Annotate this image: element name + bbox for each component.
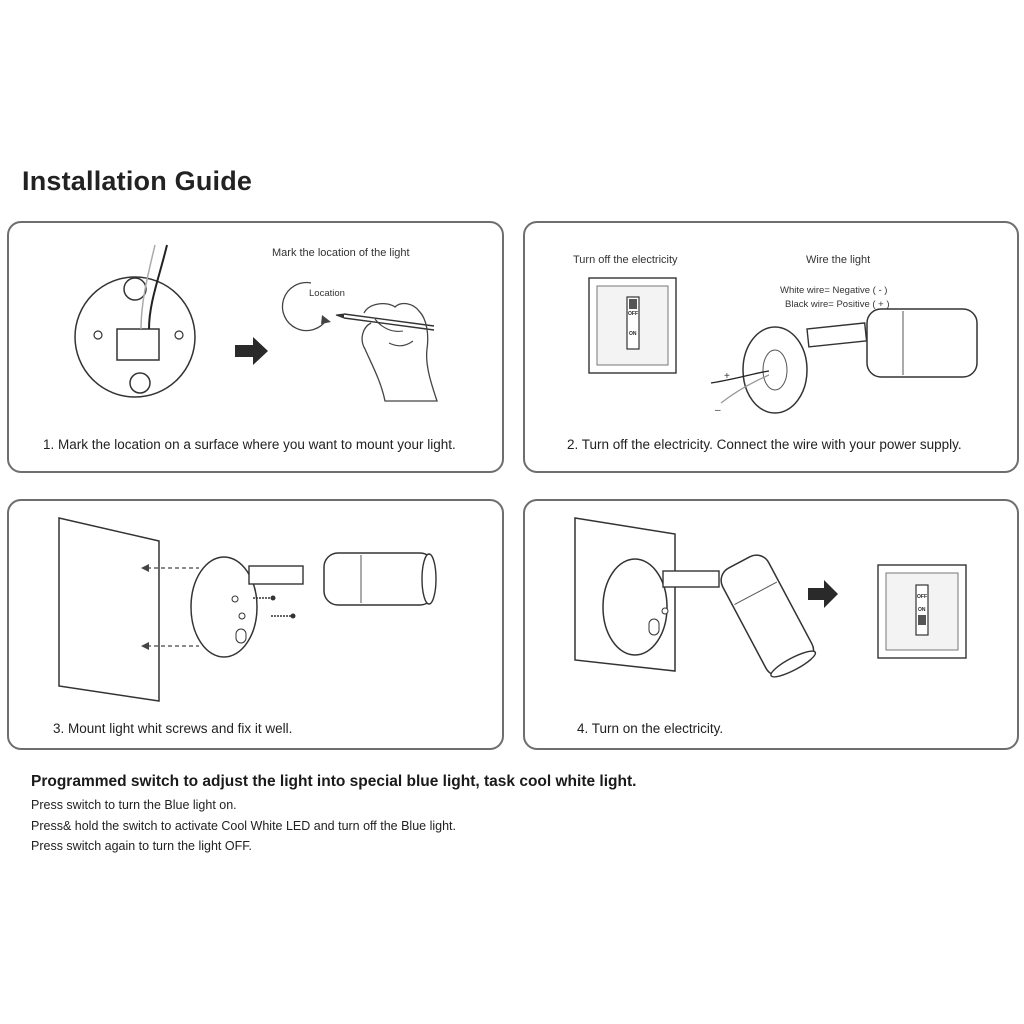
black-wire-note: Black wire= Positive ( + ) <box>785 299 890 310</box>
light-base <box>603 559 667 655</box>
arrow-right-icon <box>235 337 268 365</box>
wall-surface <box>59 518 159 701</box>
white-wire-note: White wire= Negative ( - ) <box>780 285 888 296</box>
step-4-panel <box>523 499 1019 750</box>
step-4-illustration <box>525 501 1021 752</box>
light-base <box>191 557 257 657</box>
plate-screw-hole-left <box>94 331 102 339</box>
plate-top-hole <box>124 278 146 300</box>
step-2-wire-label: Wire the light <box>806 254 871 266</box>
program-line-1: Press switch to turn the Blue light on. <box>31 798 237 812</box>
fixture-lamp-head <box>867 309 977 377</box>
switch-off-label: OFF <box>628 311 638 317</box>
fixture-arm <box>807 323 867 347</box>
step-2-off-label: Turn off the electricity <box>573 254 678 266</box>
program-heading: Programmed switch to adjust the light into special blue light, task cool white light. <box>31 773 637 790</box>
minus-sign: – <box>715 405 721 416</box>
program-line-3: Press switch again to turn the light OFF. <box>31 839 252 853</box>
switch-off-label: OFF <box>917 594 927 600</box>
page-title: Installation Guide <box>22 166 253 196</box>
program-line-2: Press& hold the switch to activate Cool White LED and turn off the Blue light. <box>31 819 456 833</box>
arrow-right-icon <box>808 580 838 608</box>
switch-on-label: ON <box>629 331 637 337</box>
step-4-caption: 4. Turn on the electricity. <box>577 721 724 736</box>
step-3-panel <box>7 499 504 750</box>
step-1-panel <box>7 221 504 473</box>
step-3-illustration <box>9 501 506 752</box>
light-arm <box>249 566 303 584</box>
plate-screw-hole-right <box>175 331 183 339</box>
step-1-location-label: Location <box>309 288 345 299</box>
step-2-caption: 2. Turn off the electricity. Connect the wire with your power supply. <box>567 437 962 452</box>
step-3-caption: 3. Mount light whit screws and fix it well. <box>53 721 293 736</box>
plate-bottom-hole <box>130 373 150 393</box>
plus-sign: + <box>724 371 730 382</box>
step-1-caption: 1. Mark the location on a surface where you want to mount your light. <box>43 437 456 452</box>
step-1-mark-label: Mark the location of the light <box>272 247 410 259</box>
light-head <box>324 553 434 605</box>
light-arm <box>663 571 719 587</box>
location-arrow-head <box>321 315 331 324</box>
step-2-panel <box>523 221 1019 473</box>
plate-junction-box <box>117 329 159 360</box>
switch-on-label: ON <box>918 607 926 613</box>
